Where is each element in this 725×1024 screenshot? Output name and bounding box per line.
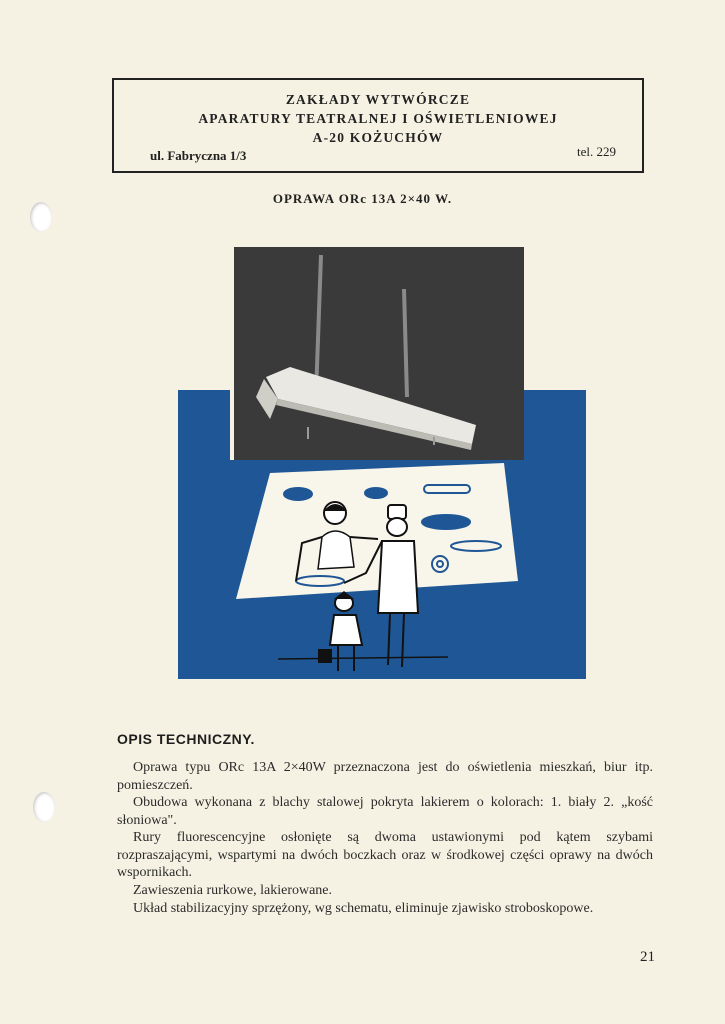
punch-hole [33,792,55,822]
description-paragraph: Oprawa typu ORc 13A 2×40W przeznaczona jest do oświetlenia mieszkań, biur itp. pomieszczeń. [117,760,653,793]
company-phone: tel. 229 [577,144,616,159]
white-display-panel [236,463,518,599]
company-name-line2: APARATURY TEATRALNEJ I OŚWIETLENIOWEJ [198,111,558,126]
description-paragraph: Obudowa wykonana z blachy stalowej pokryta lakierem o kolorach: 1. biały 2. „kość słoniowa". [117,795,653,828]
description-paragraph: Zawieszenia rurkowe, lakierowane. [133,883,333,898]
company-address: ul. Fabryczna 1/3 [150,148,247,163]
ceiling-luminaire-photo [234,247,524,460]
page-number: 21 [640,949,655,965]
product-illustration [178,247,588,679]
section-heading: OPIS TECHNICZNY. [117,731,255,747]
company-name-line1: ZAKŁADY WYTWÓRCZE [285,92,471,107]
company-header-box [112,78,644,173]
company-code-line: A-20 KOŻUCHÓW [312,130,444,145]
description-paragraph: Układ stabilizacyjny sprzężony, wg schematu, eliminuje zjawisko stroboskopowe. [133,901,594,916]
description-paragraph: Rury fluorescencyjne osłonięte są dwoma ustawionymi pod kątem szybami rozpraszającymi, wspartymi na dwóch boczkach oraz w środkowej części oprawy na dwóch wspornikach. [117,830,653,880]
product-title: OPRAWA ORc 13A 2×40 W. [272,191,453,206]
